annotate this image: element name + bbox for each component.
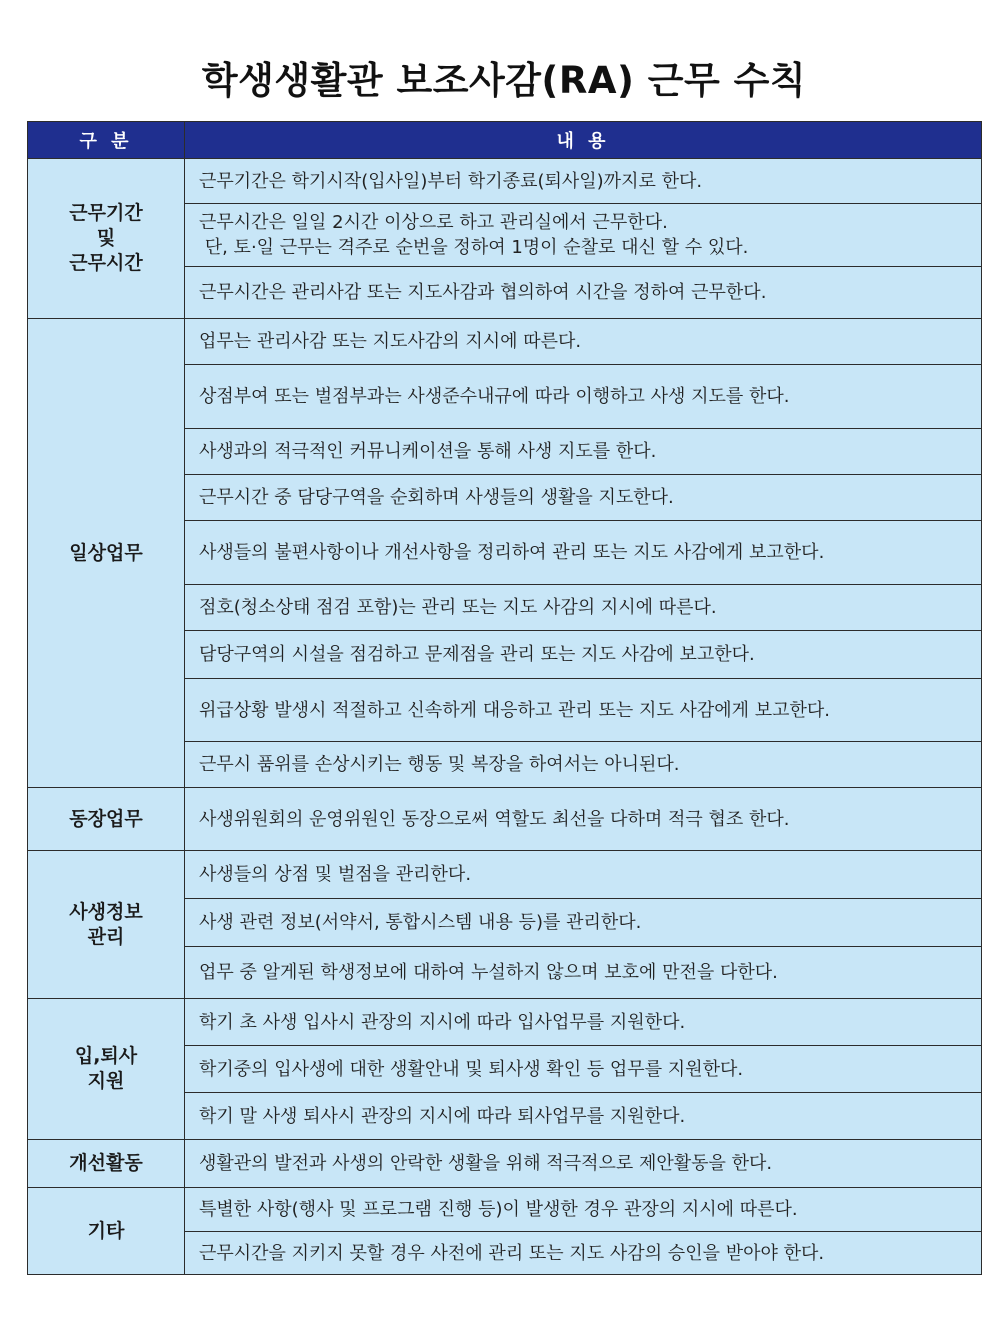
rule-item: 근무시간은 일일 2시간 이상으로 하고 관리실에서 근무한다. 단, 토·일 근무는 격주로 순번을 정하여 1명이 순찰로 대신 할 수 있다. xyxy=(185,204,982,267)
rule-item: 사생들의 불편사항이나 개선사항을 정리하여 관리 또는 지도 사감에게 보고한다. xyxy=(185,521,982,585)
table-row xyxy=(28,1188,982,1232)
rule-item: 학기 말 사생 퇴사시 관장의 지시에 따라 퇴사업무를 지원한다. xyxy=(185,1093,982,1140)
table-row xyxy=(28,159,982,204)
table-row xyxy=(28,788,982,851)
table-row xyxy=(28,1140,982,1188)
rule-item: 업무 중 알게된 학생정보에 대하여 누설하지 않으며 보호에 만전을 다한다. xyxy=(185,947,982,999)
rule-item: 사생 관련 정보(서약서, 통합시스템 내용 등)를 관리한다. xyxy=(185,899,982,947)
rule-item: 사생들의 상점 및 벌점을 관리한다. xyxy=(185,851,982,899)
category-dorm-leader-work: 동장업무 xyxy=(28,788,185,851)
rule-item: 근무시간을 지키지 못할 경우 사전에 관리 또는 지도 사감의 승인을 받아야 한다. xyxy=(185,1232,982,1275)
category-other: 기타 xyxy=(28,1188,185,1275)
rule-item: 특별한 사항(행사 및 프로그램 진행 등)이 발생한 경우 관장의 지시에 따른다. xyxy=(185,1188,982,1232)
category-work-period: 근무기간 및 근무시간 xyxy=(28,159,185,319)
category-student-info: 사생정보 관리 xyxy=(28,851,185,999)
table-row xyxy=(28,319,982,365)
category-improvement: 개선활동 xyxy=(28,1140,185,1188)
rule-item: 근무시 품위를 손상시키는 행동 및 복장을 하여서는 아니된다. xyxy=(185,742,982,788)
rule-item: 근무시간 중 담당구역을 순회하며 사생들의 생활을 지도한다. xyxy=(185,475,982,521)
rule-item: 위급상황 발생시 적절하고 신속하게 대응하고 관리 또는 지도 사감에게 보고한다. xyxy=(185,679,982,742)
table-header-row xyxy=(28,122,982,159)
table-row xyxy=(28,851,982,899)
rule-item: 생활관의 발전과 사생의 안락한 생활을 위해 적극적으로 제안활동을 한다. xyxy=(185,1140,982,1188)
rule-item: 상점부여 또는 벌점부과는 사생준수내규에 따라 이행하고 사생 지도를 한다. xyxy=(185,365,982,429)
rule-item: 담당구역의 시설을 점검하고 문제점을 관리 또는 지도 사감에 보고한다. xyxy=(185,631,982,679)
rule-item: 사생위원회의 운영위원인 동장으로써 역할도 최선을 다하며 적극 협조 한다. xyxy=(185,788,982,851)
category-daily-work: 일상업무 xyxy=(28,319,185,788)
category-move-in-out: 입,퇴사 지원 xyxy=(28,999,185,1140)
rule-item: 학기중의 입사생에 대한 생활안내 및 퇴사생 확인 등 업무를 지원한다. xyxy=(185,1046,982,1093)
content-column-header: 내 용 xyxy=(185,122,982,159)
category-column-header: 구 분 xyxy=(28,122,185,159)
page-title: 학생생활관 보조사감(RA) 근무 수칙 xyxy=(201,59,807,102)
rule-item: 근무기간은 학기시작(입사일)부터 학기종료(퇴사일)까지로 한다. xyxy=(185,159,982,204)
rule-item: 근무시간은 관리사감 또는 지도사감과 협의하여 시간을 정하여 근무한다. xyxy=(185,267,982,319)
rule-item: 점호(청소상태 점검 포함)는 관리 또는 지도 사감의 지시에 따른다. xyxy=(185,585,982,631)
rule-item: 사생과의 적극적인 커뮤니케이션을 통해 사생 지도를 한다. xyxy=(185,429,982,475)
rule-item: 업무는 관리사감 또는 지도사감의 지시에 따른다. xyxy=(185,319,982,365)
table-row xyxy=(28,999,982,1046)
rule-item: 학기 초 사생 입사시 관장의 지시에 따라 입사업무를 지원한다. xyxy=(185,999,982,1046)
duty-rules-table xyxy=(27,121,982,1275)
